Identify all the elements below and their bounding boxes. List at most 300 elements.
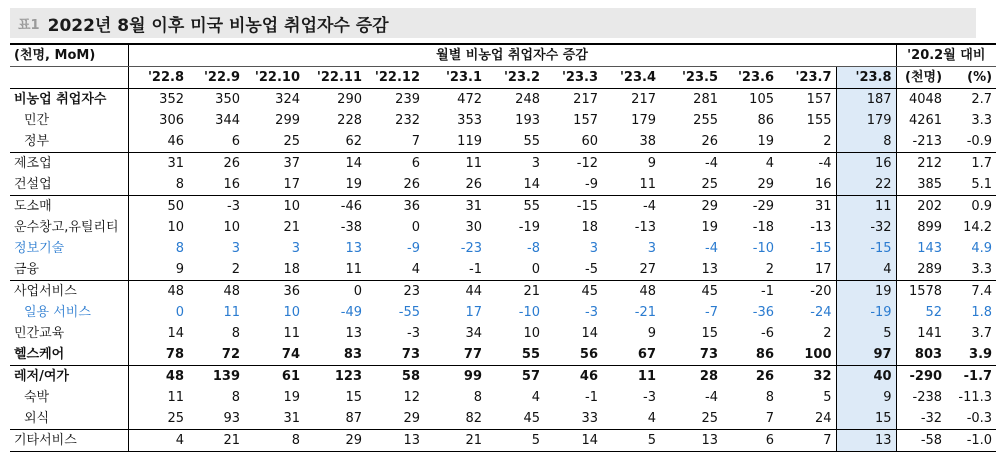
month-value-cell: -46 bbox=[304, 196, 366, 218]
month-value-cell: 8 bbox=[128, 238, 188, 259]
table-row bbox=[10, 281, 996, 303]
month-value-cell: 139 bbox=[188, 366, 244, 388]
month-value-cell: 11 bbox=[128, 387, 188, 408]
month-value-cell: 73 bbox=[699, 347, 718, 362]
month-value-cell: -19 bbox=[836, 302, 896, 323]
row-label: 민간교육 bbox=[14, 326, 65, 341]
month-header-cell: '22.11 bbox=[304, 67, 366, 89]
month-value-cell: 27 bbox=[639, 262, 656, 277]
compare-value-cell: 5.1 bbox=[971, 177, 993, 192]
month-value-cell: 16 bbox=[814, 177, 832, 192]
month-value-cell: 8 bbox=[473, 390, 482, 405]
month-value-cell: 19 bbox=[836, 281, 896, 303]
month-value-cell: 13 bbox=[366, 430, 424, 452]
table-body bbox=[10, 89, 996, 452]
month-value-cell: 11 bbox=[283, 326, 300, 341]
month-value-cell: 10 bbox=[244, 196, 304, 218]
month-value-cell: 55 bbox=[523, 134, 540, 149]
month-value-cell: 0 bbox=[531, 262, 540, 277]
month-value-cell: -10 bbox=[752, 241, 774, 256]
month-value-cell: 10 bbox=[128, 217, 188, 238]
month-value-cell: -9 bbox=[407, 241, 420, 256]
month-value-cell: 26 bbox=[701, 134, 718, 149]
month-value-cell: 45 bbox=[544, 281, 602, 303]
month-value-cell: 157 bbox=[573, 113, 598, 128]
month-value-cell: 16 bbox=[223, 177, 240, 192]
month-value-cell: 4 bbox=[411, 262, 420, 277]
month-value-cell: 19 bbox=[283, 390, 300, 405]
month-value-cell: 353 bbox=[457, 113, 482, 128]
month-value-cell: -8 bbox=[527, 241, 540, 256]
table-row bbox=[10, 89, 996, 111]
month-value-cell: 7 bbox=[778, 430, 836, 452]
month-value-cell: 3 bbox=[486, 153, 544, 175]
row-label: 헬스케어 bbox=[14, 347, 65, 362]
month-value-cell: 48 bbox=[128, 281, 188, 303]
table-row bbox=[10, 217, 996, 238]
month-value-cell: 21 bbox=[486, 281, 544, 303]
compare-value-cell: -11.3 bbox=[958, 390, 993, 405]
compare-value-cell: -290 bbox=[896, 366, 946, 388]
compare-header-cell: (%) bbox=[946, 67, 996, 89]
month-value-cell: -4 bbox=[705, 390, 718, 405]
compare-value-cell: 212 bbox=[896, 153, 946, 175]
month-value-cell: 56 bbox=[579, 347, 598, 362]
month-value-cell: 8 bbox=[836, 131, 896, 153]
monthly-group-header: 월별 비농업 취업자수 증감 bbox=[128, 44, 896, 67]
month-value-cell: -38 bbox=[340, 220, 362, 235]
month-value-cell: 4 bbox=[647, 411, 656, 426]
compare-value-cell: 289 bbox=[896, 259, 946, 281]
month-value-cell: -1 bbox=[469, 262, 482, 277]
month-value-cell: 10 bbox=[283, 305, 300, 320]
month-value-cell: 40 bbox=[836, 366, 896, 388]
month-value-cell: 45 bbox=[660, 281, 722, 303]
month-value-cell: -10 bbox=[518, 305, 540, 320]
month-value-cell: -32 bbox=[836, 217, 896, 238]
month-value-cell: 228 bbox=[337, 113, 362, 128]
month-value-cell: 78 bbox=[128, 344, 188, 366]
month-value-cell: 13 bbox=[660, 430, 722, 452]
row-label: 운수창고,유틸리티 bbox=[14, 220, 119, 235]
month-value-cell: 77 bbox=[463, 347, 482, 362]
month-value-cell: 11 bbox=[424, 153, 486, 175]
compare-header-cell: (천명) bbox=[896, 67, 946, 89]
month-value-cell: 37 bbox=[244, 153, 304, 175]
month-value-cell: 46 bbox=[544, 366, 602, 388]
month-value-cell: 31 bbox=[128, 153, 188, 175]
month-value-cell: 21 bbox=[424, 430, 486, 452]
compare-value-cell: -238 bbox=[896, 387, 946, 408]
row-label: 외식 bbox=[24, 411, 50, 426]
month-value-cell: 83 bbox=[343, 347, 362, 362]
month-value-cell: 10 bbox=[223, 220, 240, 235]
month-value-cell: -13 bbox=[810, 220, 832, 235]
month-value-cell: 6 bbox=[231, 134, 240, 149]
compare-value-cell: 1578 bbox=[896, 281, 946, 303]
month-value-cell: 31 bbox=[283, 411, 300, 426]
month-value-cell: -7 bbox=[705, 305, 718, 320]
month-value-cell: 14 bbox=[128, 323, 188, 344]
month-value-cell: 344 bbox=[215, 113, 240, 128]
month-value-cell: -3 bbox=[407, 326, 420, 341]
compare-value-cell: 143 bbox=[896, 238, 946, 259]
table-row bbox=[10, 366, 996, 388]
month-value-cell: 32 bbox=[778, 366, 836, 388]
month-value-cell: -18 bbox=[752, 220, 774, 235]
month-value-cell: 82 bbox=[465, 411, 482, 426]
month-value-cell: 299 bbox=[275, 113, 300, 128]
month-value-cell: 25 bbox=[283, 134, 300, 149]
month-value-cell: 23 bbox=[366, 281, 424, 303]
month-value-cell: 21 bbox=[188, 430, 244, 452]
month-value-cell: 30 bbox=[465, 220, 482, 235]
month-value-cell: 11 bbox=[836, 196, 896, 218]
month-value-cell: -9 bbox=[585, 177, 598, 192]
month-value-cell: 8 bbox=[231, 326, 240, 341]
month-value-cell: 11 bbox=[345, 262, 362, 277]
month-value-cell: 281 bbox=[693, 92, 718, 107]
row-label: 기타서비스 bbox=[10, 430, 128, 452]
month-value-cell: 11 bbox=[223, 305, 240, 320]
month-value-cell: 58 bbox=[366, 366, 424, 388]
month-value-cell: 306 bbox=[128, 110, 188, 131]
month-value-cell: 74 bbox=[281, 347, 300, 362]
month-value-cell: -15 bbox=[836, 238, 896, 259]
table-row bbox=[10, 196, 996, 218]
month-value-cell: 25 bbox=[701, 411, 718, 426]
month-value-cell: 179 bbox=[836, 110, 896, 131]
table-row bbox=[10, 259, 996, 281]
month-value-cell: 25 bbox=[128, 408, 188, 430]
month-value-cell: 24 bbox=[814, 411, 832, 426]
month-value-cell: 15 bbox=[701, 326, 718, 341]
month-value-cell: 232 bbox=[395, 113, 420, 128]
month-value-cell: 4 bbox=[722, 153, 778, 175]
month-value-cell: 14 bbox=[304, 153, 366, 175]
row-label: 건설업 bbox=[14, 177, 52, 192]
month-value-cell: 33 bbox=[581, 411, 598, 426]
month-value-cell: -55 bbox=[398, 305, 420, 320]
table-row bbox=[10, 153, 996, 175]
month-value-cell: 29 bbox=[304, 430, 366, 452]
month-value-cell: 155 bbox=[806, 113, 832, 128]
month-value-cell: 97 bbox=[836, 344, 896, 366]
month-value-cell: 2 bbox=[765, 262, 774, 277]
month-value-cell: 19 bbox=[345, 177, 362, 192]
compare-value-cell: 3.3 bbox=[971, 113, 993, 128]
compare-value-cell: 14.2 bbox=[963, 220, 993, 235]
month-value-cell: 15 bbox=[345, 390, 362, 405]
month-value-cell: 22 bbox=[836, 174, 896, 196]
compare-group-header: '20.2월 대비 bbox=[896, 44, 996, 67]
month-value-cell: 13 bbox=[836, 430, 896, 452]
month-value-cell: 15 bbox=[836, 408, 896, 430]
month-value-cell: 2 bbox=[823, 134, 832, 149]
row-label: 민간 bbox=[24, 113, 50, 128]
month-value-cell: -29 bbox=[722, 196, 778, 218]
month-value-cell: 36 bbox=[366, 196, 424, 218]
compare-value-cell: 3.3 bbox=[971, 262, 993, 277]
month-value-cell: 50 bbox=[128, 196, 188, 218]
row-label: 사업서비스 bbox=[10, 281, 128, 303]
header-blank-cell bbox=[10, 67, 128, 89]
compare-value-cell: 803 bbox=[896, 344, 946, 366]
month-value-cell: 290 bbox=[337, 92, 362, 107]
month-value-cell: 9 bbox=[128, 259, 188, 281]
month-value-cell: 119 bbox=[457, 134, 482, 149]
compare-value-cell: 202 bbox=[896, 196, 946, 218]
month-value-cell: -12 bbox=[544, 153, 602, 175]
month-header-cell: '22.12 bbox=[366, 67, 424, 89]
month-value-cell: 14 bbox=[523, 177, 540, 192]
month-value-cell: 5 bbox=[486, 430, 544, 452]
month-value-cell: -1 bbox=[585, 390, 598, 405]
month-value-cell: 13 bbox=[701, 262, 718, 277]
month-value-cell: -3 bbox=[643, 390, 656, 405]
month-value-cell: 157 bbox=[806, 92, 832, 107]
table-row bbox=[10, 344, 996, 366]
compare-value-cell: 141 bbox=[896, 323, 946, 344]
month-value-cell: 86 bbox=[755, 347, 774, 362]
month-value-cell: 3 bbox=[231, 241, 240, 256]
unit-label: (천명, MoM) bbox=[10, 44, 128, 67]
month-value-cell: 0 bbox=[128, 302, 188, 323]
month-value-cell: 31 bbox=[424, 196, 486, 218]
month-value-cell: 0 bbox=[304, 281, 366, 303]
month-value-cell: 179 bbox=[631, 113, 656, 128]
month-value-cell: 8 bbox=[244, 430, 304, 452]
month-value-cell: 26 bbox=[188, 153, 244, 175]
month-value-cell: 61 bbox=[244, 366, 304, 388]
month-value-cell: 5 bbox=[602, 430, 660, 452]
month-value-cell: 350 bbox=[215, 92, 240, 107]
month-value-cell: 8 bbox=[231, 390, 240, 405]
month-value-cell: 9 bbox=[647, 326, 656, 341]
row-label: 도소매 bbox=[10, 196, 128, 218]
row-label: 비농업 취업자수 bbox=[14, 92, 107, 107]
month-value-cell: 48 bbox=[602, 281, 660, 303]
month-header-cell: '23.2 bbox=[486, 67, 544, 89]
month-value-cell: 6 bbox=[366, 153, 424, 175]
compare-value-cell: -213 bbox=[896, 131, 946, 153]
month-value-cell: 55 bbox=[486, 196, 544, 218]
month-value-cell: 255 bbox=[693, 113, 718, 128]
month-value-cell: -23 bbox=[460, 241, 482, 256]
month-value-cell: 45 bbox=[523, 411, 540, 426]
month-value-cell: 9 bbox=[836, 387, 896, 408]
month-value-cell: 18 bbox=[581, 220, 598, 235]
month-value-cell: -3 bbox=[585, 305, 598, 320]
compare-value-cell: 4261 bbox=[896, 110, 946, 131]
month-value-cell: 123 bbox=[304, 366, 366, 388]
month-value-cell: 26 bbox=[403, 177, 420, 192]
month-value-cell: 19 bbox=[757, 134, 774, 149]
compare-value-cell: -0.3 bbox=[966, 411, 993, 426]
month-value-cell: 2 bbox=[231, 262, 240, 277]
month-value-cell: -20 bbox=[778, 281, 836, 303]
month-value-cell: 19 bbox=[701, 220, 718, 235]
row-label: 숙박 bbox=[24, 390, 50, 405]
month-value-cell: 4 bbox=[836, 259, 896, 281]
month-value-cell: 26 bbox=[722, 366, 778, 388]
row-label: 정보기술 bbox=[14, 241, 65, 256]
month-value-cell: 44 bbox=[424, 281, 486, 303]
compare-value-cell: -1.0 bbox=[946, 430, 996, 452]
month-value-cell: 3 bbox=[647, 241, 656, 256]
month-value-cell: -24 bbox=[810, 305, 832, 320]
month-value-cell: 29 bbox=[403, 411, 420, 426]
header-row-months bbox=[10, 67, 996, 89]
month-value-cell: 29 bbox=[757, 177, 774, 192]
compare-value-cell: 1.8 bbox=[971, 305, 993, 320]
month-value-cell: 217 bbox=[631, 92, 656, 107]
table-row bbox=[10, 387, 996, 408]
table-row bbox=[10, 323, 996, 344]
month-value-cell: 17 bbox=[814, 262, 832, 277]
month-value-cell: 48 bbox=[128, 366, 188, 388]
month-value-cell: 14 bbox=[544, 430, 602, 452]
month-header-cell: '23.8 bbox=[836, 67, 896, 89]
month-header-cell: '23.6 bbox=[722, 67, 778, 89]
month-value-cell: 4 bbox=[531, 390, 540, 405]
row-label: 레저/여가 bbox=[10, 366, 128, 388]
month-header-cell: '23.4 bbox=[602, 67, 660, 89]
month-value-cell: -4 bbox=[660, 153, 722, 175]
compare-value-cell: 7.4 bbox=[946, 281, 996, 303]
row-label: 정부 bbox=[24, 134, 50, 149]
header-row-group bbox=[10, 44, 996, 67]
month-value-cell: 17 bbox=[283, 177, 300, 192]
month-value-cell: 48 bbox=[188, 281, 244, 303]
month-value-cell: -6 bbox=[761, 326, 774, 341]
month-header-cell: '23.3 bbox=[544, 67, 602, 89]
month-value-cell: 87 bbox=[345, 411, 362, 426]
table-row bbox=[10, 110, 996, 131]
compare-value-cell: 2.7 bbox=[971, 92, 993, 107]
month-value-cell: 3 bbox=[589, 241, 598, 256]
employment-table bbox=[10, 43, 996, 452]
month-value-cell: 67 bbox=[637, 347, 656, 362]
month-value-cell: 0 bbox=[411, 220, 420, 235]
month-value-cell: 8 bbox=[128, 174, 188, 196]
month-value-cell: -13 bbox=[634, 220, 656, 235]
compare-value-cell: -1.7 bbox=[946, 366, 996, 388]
month-value-cell: 193 bbox=[515, 113, 540, 128]
month-value-cell: 7 bbox=[765, 411, 774, 426]
month-value-cell: 10 bbox=[523, 326, 540, 341]
month-value-cell: 86 bbox=[757, 113, 774, 128]
month-value-cell: 34 bbox=[465, 326, 482, 341]
month-value-cell: 99 bbox=[424, 366, 486, 388]
compare-value-cell: -32 bbox=[896, 408, 946, 430]
month-value-cell: 6 bbox=[722, 430, 778, 452]
month-value-cell: -15 bbox=[810, 241, 832, 256]
compare-value-cell: 4.9 bbox=[971, 241, 993, 256]
month-value-cell: -15 bbox=[544, 196, 602, 218]
month-value-cell: 5 bbox=[836, 323, 896, 344]
month-value-cell: 12 bbox=[403, 390, 420, 405]
month-value-cell: 26 bbox=[465, 177, 482, 192]
month-value-cell: 14 bbox=[581, 326, 598, 341]
month-value-cell: -4 bbox=[705, 241, 718, 256]
month-value-cell: 28 bbox=[660, 366, 722, 388]
month-header-cell: '23.7 bbox=[778, 67, 836, 89]
table-title-bar bbox=[10, 8, 976, 38]
month-value-cell: 105 bbox=[749, 92, 774, 107]
month-value-cell: -1 bbox=[722, 281, 778, 303]
compare-value-cell: -0.9 bbox=[966, 134, 993, 149]
month-value-cell: -49 bbox=[340, 305, 362, 320]
month-value-cell: 25 bbox=[701, 177, 718, 192]
month-value-cell: 46 bbox=[128, 131, 188, 153]
month-value-cell: 17 bbox=[465, 305, 482, 320]
month-header-cell: '22.9 bbox=[188, 67, 244, 89]
month-value-cell: 217 bbox=[573, 92, 598, 107]
month-value-cell: 187 bbox=[836, 89, 896, 111]
compare-value-cell: 899 bbox=[896, 217, 946, 238]
month-value-cell: 16 bbox=[836, 153, 896, 175]
month-value-cell: 60 bbox=[581, 134, 598, 149]
compare-value-cell: 52 bbox=[896, 302, 946, 323]
month-header-cell: '22.8 bbox=[128, 67, 188, 89]
month-value-cell: 38 bbox=[639, 134, 656, 149]
month-value-cell: -19 bbox=[518, 220, 540, 235]
compare-value-cell: 4048 bbox=[896, 89, 946, 111]
month-value-cell: 352 bbox=[128, 89, 188, 111]
month-value-cell: 31 bbox=[778, 196, 836, 218]
compare-value-cell: 385 bbox=[896, 174, 946, 196]
month-value-cell: 4 bbox=[128, 430, 188, 452]
month-value-cell: -21 bbox=[634, 305, 656, 320]
month-value-cell: 248 bbox=[515, 92, 540, 107]
table-row bbox=[10, 302, 996, 323]
table-row bbox=[10, 430, 996, 452]
month-value-cell: 5 bbox=[823, 390, 832, 405]
month-value-cell: 73 bbox=[401, 347, 420, 362]
month-value-cell: 57 bbox=[486, 366, 544, 388]
month-value-cell: 9 bbox=[602, 153, 660, 175]
month-value-cell: 100 bbox=[804, 347, 832, 362]
table-number-tag: 표1 bbox=[18, 17, 40, 33]
month-value-cell: 72 bbox=[221, 347, 240, 362]
month-value-cell: 8 bbox=[765, 390, 774, 405]
month-value-cell: 324 bbox=[275, 92, 300, 107]
compare-value-cell: 0.9 bbox=[946, 196, 996, 218]
month-value-cell: 13 bbox=[345, 241, 362, 256]
month-value-cell: 472 bbox=[457, 92, 482, 107]
month-value-cell: -36 bbox=[752, 305, 774, 320]
table-row bbox=[10, 408, 996, 430]
month-value-cell: 62 bbox=[345, 134, 362, 149]
month-value-cell: -5 bbox=[585, 262, 598, 277]
month-value-cell: 7 bbox=[411, 134, 420, 149]
month-value-cell: 2 bbox=[823, 326, 832, 341]
month-value-cell: 93 bbox=[223, 411, 240, 426]
month-value-cell: 18 bbox=[283, 262, 300, 277]
compare-value-cell: -58 bbox=[896, 430, 946, 452]
month-header-cell: '22.10 bbox=[244, 67, 304, 89]
month-value-cell: 55 bbox=[521, 347, 540, 362]
table-row bbox=[10, 174, 996, 196]
month-header-cell: '23.1 bbox=[424, 67, 486, 89]
month-value-cell: 11 bbox=[639, 177, 656, 192]
month-value-cell: -3 bbox=[188, 196, 244, 218]
compare-value-cell: 1.7 bbox=[946, 153, 996, 175]
month-header-cell: '23.5 bbox=[660, 67, 722, 89]
month-value-cell: 3 bbox=[291, 241, 300, 256]
month-value-cell: -4 bbox=[778, 153, 836, 175]
